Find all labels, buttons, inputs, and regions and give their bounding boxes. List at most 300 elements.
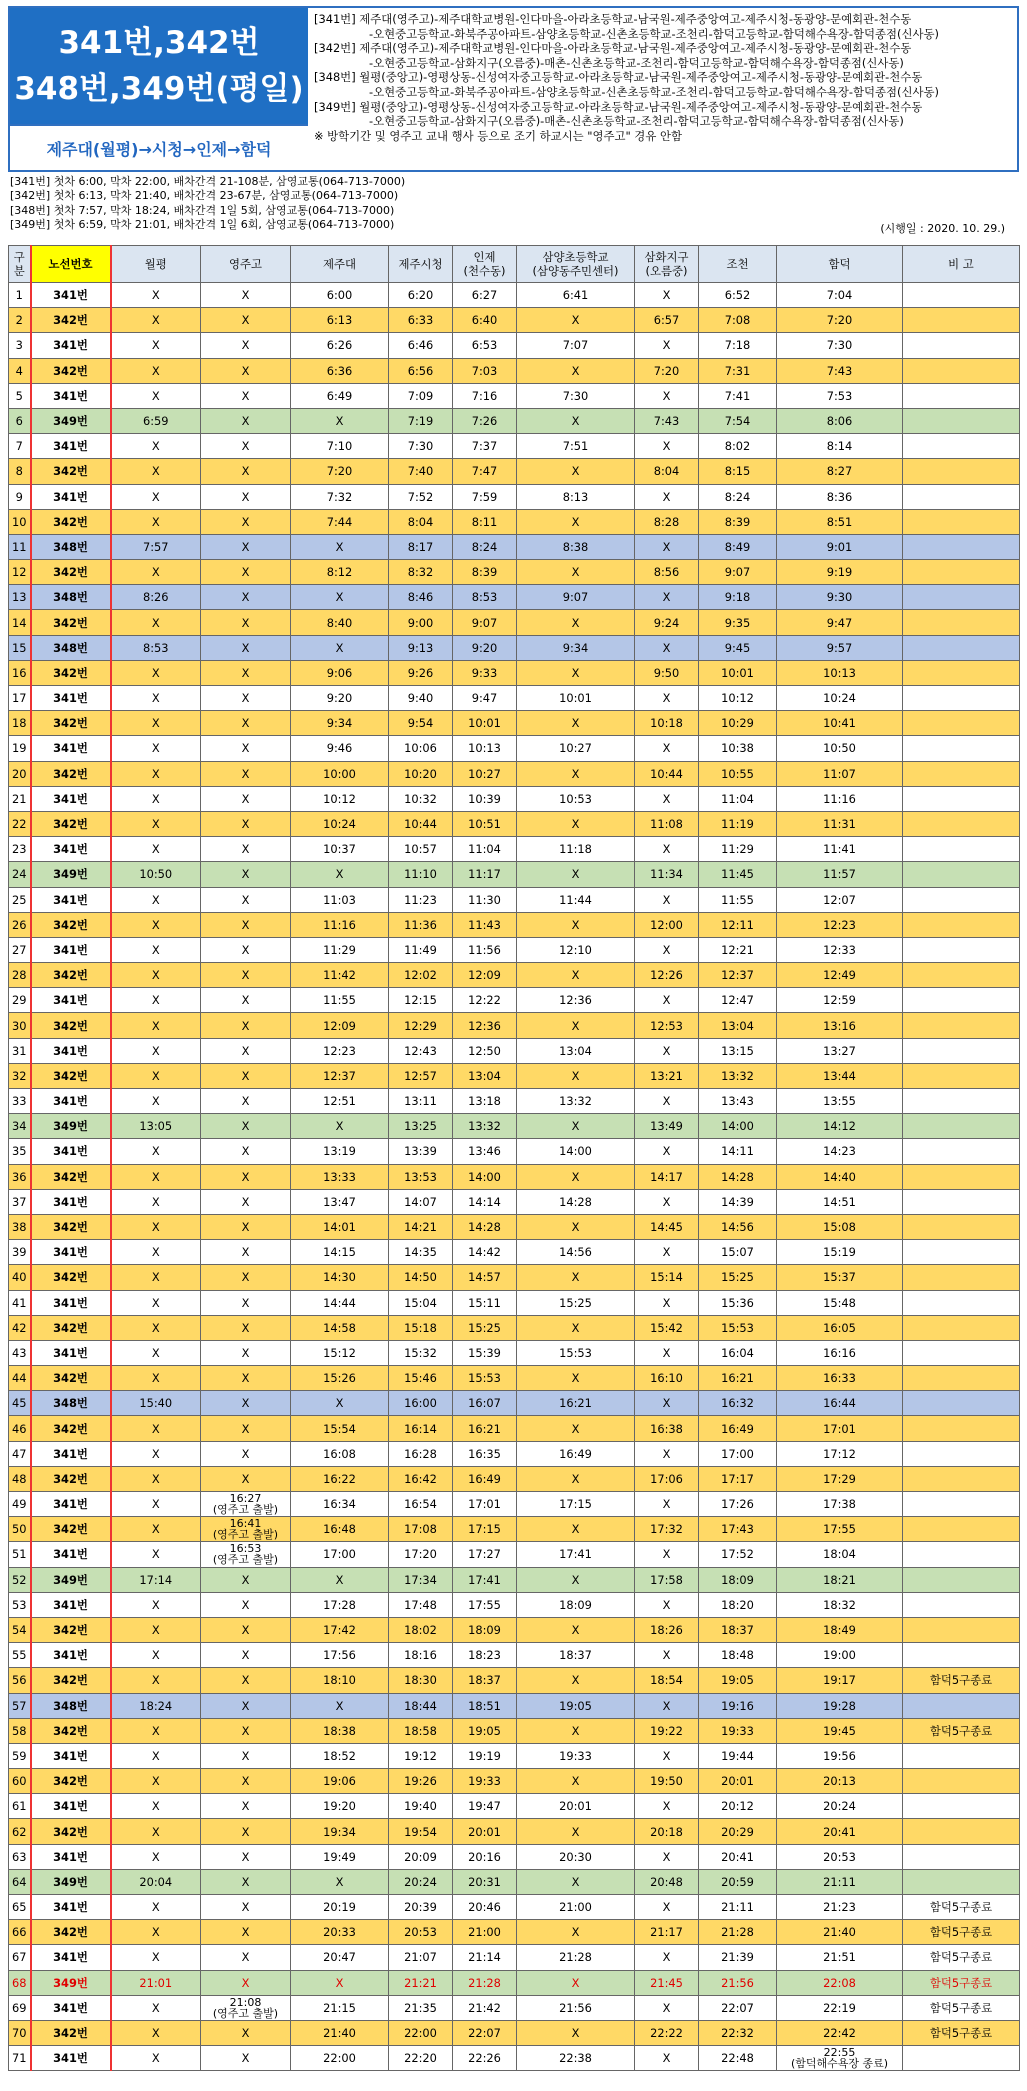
table-cell: X bbox=[111, 1189, 201, 1214]
table-cell: X bbox=[111, 383, 201, 408]
table-cell: 9:33 bbox=[453, 660, 517, 685]
table-cell: X bbox=[635, 1693, 699, 1718]
table-cell: 341번 bbox=[31, 988, 111, 1013]
table-cell: X bbox=[201, 283, 291, 308]
table-cell: 9:45 bbox=[699, 635, 777, 660]
table-cell bbox=[903, 585, 1020, 610]
table-cell: 17:34 bbox=[389, 1567, 453, 1592]
table-cell: 342번 bbox=[31, 358, 111, 383]
table-cell: X bbox=[201, 585, 291, 610]
table-cell: 21:42 bbox=[453, 1995, 517, 2020]
table-cell: 18:23 bbox=[453, 1643, 517, 1668]
table-cell: X bbox=[635, 1441, 699, 1466]
table-cell: X bbox=[111, 1592, 201, 1617]
table-cell: X bbox=[111, 1366, 201, 1391]
table-cell: 12:36 bbox=[517, 988, 635, 1013]
table-cell: 함덕5구종료 bbox=[903, 1995, 1020, 2020]
table-cell: 8:53 bbox=[453, 585, 517, 610]
table-row bbox=[9, 786, 1020, 811]
table-cell: X bbox=[201, 2020, 291, 2045]
table-cell: 17:27 bbox=[453, 1542, 517, 1567]
table-cell: X bbox=[111, 1214, 201, 1239]
table-cell: 17:00 bbox=[699, 1441, 777, 1466]
table-cell: X bbox=[517, 1466, 635, 1491]
table-cell: X bbox=[635, 1643, 699, 1668]
table-cell: 11:45 bbox=[699, 862, 777, 887]
table-cell: 11:07 bbox=[777, 761, 903, 786]
table-cell: 6:13 bbox=[291, 308, 389, 333]
table-cell: 14:28 bbox=[453, 1214, 517, 1239]
table-cell: 56 bbox=[9, 1668, 31, 1693]
table-cell: X bbox=[291, 862, 389, 887]
table-cell: 9:07 bbox=[517, 585, 635, 610]
table-cell: 20:19 bbox=[291, 1895, 389, 1920]
table-cell: 14:57 bbox=[453, 1265, 517, 1290]
table-cell bbox=[903, 837, 1020, 862]
table-cell: X bbox=[111, 1089, 201, 1114]
table-cell: 14:51 bbox=[777, 1189, 903, 1214]
table-cell: 11:10 bbox=[389, 862, 453, 887]
table-cell: 20:30 bbox=[517, 1844, 635, 1869]
table-cell: 7:08 bbox=[699, 308, 777, 333]
table-cell: 15:53 bbox=[453, 1366, 517, 1391]
table-cell: 20:47 bbox=[291, 1945, 389, 1970]
table-cell: 7:10 bbox=[291, 434, 389, 459]
table-cell: X bbox=[201, 1466, 291, 1491]
table-cell: X bbox=[635, 1189, 699, 1214]
table-cell: 22 bbox=[9, 811, 31, 836]
table-cell: X bbox=[201, 1945, 291, 1970]
table-cell: 19:19 bbox=[453, 1743, 517, 1768]
route-direction-subtitle: 제주대(월평)→시청→인제→함덕 bbox=[10, 124, 308, 170]
table-row bbox=[9, 963, 1020, 988]
table-cell: 17:15 bbox=[453, 1517, 517, 1542]
table-cell: 63 bbox=[9, 1844, 31, 1869]
table-cell: X bbox=[517, 811, 635, 836]
table-cell: 14 bbox=[9, 610, 31, 635]
table-cell: X bbox=[517, 1063, 635, 1088]
table-row bbox=[9, 1945, 1020, 1970]
table-cell: 29 bbox=[9, 988, 31, 1013]
route-description-line: [342번] 제주대(영주고)-제주대학교병원-인다마을-아라초등학교-남국원-제주중앙여고-제주시청-동광양-문예회관-천수동 bbox=[314, 41, 912, 56]
table-cell: X bbox=[517, 1567, 635, 1592]
table-cell: 7:44 bbox=[291, 509, 389, 534]
table-cell: 11:23 bbox=[389, 887, 453, 912]
table-cell: X bbox=[291, 585, 389, 610]
table-cell: 7:52 bbox=[389, 484, 453, 509]
route-descriptions bbox=[314, 12, 1014, 143]
table-cell: X bbox=[635, 635, 699, 660]
table-cell: X bbox=[111, 1617, 201, 1642]
table-cell: 14:00 bbox=[699, 1114, 777, 1139]
table-cell: 341번 bbox=[31, 1895, 111, 1920]
table-cell: 15:25 bbox=[699, 1265, 777, 1290]
table-cell: 6:27 bbox=[453, 283, 517, 308]
table-cell bbox=[903, 534, 1020, 559]
table-cell: 18:20 bbox=[699, 1592, 777, 1617]
table-cell: X bbox=[635, 1340, 699, 1365]
table-cell: 19:40 bbox=[389, 1794, 453, 1819]
table-cell: X bbox=[201, 1366, 291, 1391]
table-cell: 10 bbox=[9, 509, 31, 534]
table-cell: X bbox=[201, 1592, 291, 1617]
column-header: 삼화지구 (오름중) bbox=[635, 246, 699, 283]
table-cell bbox=[903, 1769, 1020, 1794]
table-cell: 26 bbox=[9, 912, 31, 937]
table-cell: 9:35 bbox=[699, 610, 777, 635]
table-cell: 342번 bbox=[31, 1214, 111, 1239]
table-cell: 19 bbox=[9, 736, 31, 761]
table-cell: 함덕5구종료 bbox=[903, 1668, 1020, 1693]
table-cell: 11:43 bbox=[453, 912, 517, 937]
table-cell: 22:07 bbox=[453, 2020, 517, 2045]
table-cell: 10:13 bbox=[777, 660, 903, 685]
table-cell: 342번 bbox=[31, 811, 111, 836]
table-cell: 341번 bbox=[31, 1139, 111, 1164]
service-info-line: [349번] 첫차 6:59, 막차 21:01, 배차간격 1일 6회, 삼영교통(064-713-7000) bbox=[10, 217, 395, 231]
table-cell: 18:04 bbox=[777, 1542, 903, 1567]
table-cell: 12:02 bbox=[389, 963, 453, 988]
column-header: 함덕 bbox=[777, 246, 903, 283]
table-row bbox=[9, 635, 1020, 660]
table-cell: 12:50 bbox=[453, 1038, 517, 1063]
table-cell: 8:14 bbox=[777, 434, 903, 459]
table-cell: X bbox=[201, 1315, 291, 1340]
table-cell: 8:17 bbox=[389, 534, 453, 559]
table-cell: X bbox=[111, 912, 201, 937]
table-row bbox=[9, 1668, 1020, 1693]
table-cell: 8:02 bbox=[699, 434, 777, 459]
table-row bbox=[9, 1693, 1020, 1718]
table-cell: 20:53 bbox=[389, 1920, 453, 1945]
table-cell: X bbox=[111, 308, 201, 333]
table-cell: 6 bbox=[9, 408, 31, 433]
table-cell: X bbox=[517, 459, 635, 484]
table-cell: 19:12 bbox=[389, 1743, 453, 1768]
table-cell: 16:35 bbox=[453, 1441, 517, 1466]
table-cell: X bbox=[201, 1189, 291, 1214]
table-cell: X bbox=[201, 560, 291, 585]
table-cell: X bbox=[201, 1844, 291, 1869]
column-header: 인제 (천수동) bbox=[453, 246, 517, 283]
table-cell: 21:11 bbox=[699, 1895, 777, 1920]
table-cell: 6:36 bbox=[291, 358, 389, 383]
table-cell: 7:30 bbox=[389, 434, 453, 459]
table-cell: 10:41 bbox=[777, 711, 903, 736]
table-row bbox=[9, 585, 1020, 610]
table-cell bbox=[903, 1466, 1020, 1491]
table-row bbox=[9, 937, 1020, 962]
table-cell: 13:27 bbox=[777, 1038, 903, 1063]
table-cell: 342번 bbox=[31, 1617, 111, 1642]
table-cell: 20:53 bbox=[777, 1844, 903, 1869]
table-cell: 7:20 bbox=[291, 459, 389, 484]
table-cell: X bbox=[201, 635, 291, 660]
table-cell bbox=[903, 1063, 1020, 1088]
table-cell: 19:47 bbox=[453, 1794, 517, 1819]
table-cell bbox=[903, 988, 1020, 1013]
table-cell: 16:04 bbox=[699, 1340, 777, 1365]
table-cell: 10:12 bbox=[699, 686, 777, 711]
table-cell: X bbox=[111, 459, 201, 484]
table-cell: 70 bbox=[9, 2020, 31, 2045]
table-cell: 342번 bbox=[31, 1416, 111, 1441]
table-cell: 17:43 bbox=[699, 1517, 777, 1542]
table-cell: X bbox=[517, 862, 635, 887]
table-cell: X bbox=[111, 786, 201, 811]
table-cell: 58 bbox=[9, 1718, 31, 1743]
table-cell: 38 bbox=[9, 1214, 31, 1239]
table-cell: 22:38 bbox=[517, 2046, 635, 2071]
table-cell: X bbox=[635, 1492, 699, 1517]
table-cell bbox=[903, 1617, 1020, 1642]
route-description-line: [341번] 제주대(영주고)-제주대학교병원-인다마을-아라초등학교-남국원-제주중앙여고-제주시청-동광양-문예회관-천수동 bbox=[314, 12, 912, 26]
table-cell bbox=[903, 736, 1020, 761]
table-cell: X bbox=[111, 761, 201, 786]
table-cell bbox=[903, 963, 1020, 988]
table-cell: X bbox=[635, 585, 699, 610]
table-cell: 34 bbox=[9, 1114, 31, 1139]
table-cell: 7:51 bbox=[517, 434, 635, 459]
table-cell: X bbox=[291, 534, 389, 559]
table-cell: X bbox=[201, 736, 291, 761]
table-cell: 12:23 bbox=[291, 1038, 389, 1063]
table-cell: 7:03 bbox=[453, 358, 517, 383]
table-cell: 11:29 bbox=[291, 937, 389, 962]
route-description-line: -오현중고등학교-삼화지구(오름중)-매촌-신촌초등학교-조천리-함덕고등학교-함덕해수욕장-함덕종점(신사동) bbox=[369, 114, 904, 129]
table-cell: X bbox=[111, 711, 201, 736]
table-cell: 13:04 bbox=[699, 1013, 777, 1038]
table-cell: 10:53 bbox=[517, 786, 635, 811]
table-cell bbox=[903, 383, 1020, 408]
table-cell: 9:24 bbox=[635, 610, 699, 635]
table-cell: X bbox=[201, 761, 291, 786]
table-cell bbox=[903, 1693, 1020, 1718]
table-cell bbox=[903, 1542, 1020, 1567]
table-cell: X bbox=[111, 1794, 201, 1819]
table-cell: 7:32 bbox=[291, 484, 389, 509]
route-description-line: -오현중고등학교-화북주공아파트-삼양초등학교-신촌초등학교-조천리-함덕고등학교-함덕해수욕장-함덕종점(신사동) bbox=[369, 26, 939, 41]
table-cell bbox=[903, 484, 1020, 509]
table-row bbox=[9, 1643, 1020, 1668]
table-cell: X bbox=[517, 509, 635, 534]
table-cell: 43 bbox=[9, 1340, 31, 1365]
table-cell: 341번 bbox=[31, 736, 111, 761]
table-cell: X bbox=[111, 1063, 201, 1088]
table-cell: 7:30 bbox=[517, 383, 635, 408]
table-cell: 8:56 bbox=[635, 560, 699, 585]
table-cell: 341번 bbox=[31, 1794, 111, 1819]
table-cell: 342번 bbox=[31, 711, 111, 736]
table-cell: 341번 bbox=[31, 1089, 111, 1114]
table-cell bbox=[903, 635, 1020, 660]
table-cell: X bbox=[635, 434, 699, 459]
table-cell: 20:24 bbox=[389, 1869, 453, 1894]
table-cell: 17:12 bbox=[777, 1441, 903, 1466]
table-cell: 13:16 bbox=[777, 1013, 903, 1038]
table-cell: 342번 bbox=[31, 610, 111, 635]
table-cell bbox=[903, 1340, 1020, 1365]
table-cell: 16:54 bbox=[389, 1492, 453, 1517]
table-cell: 341번 bbox=[31, 1542, 111, 1567]
table-cell: X bbox=[291, 1869, 389, 1894]
table-cell: 22:08 bbox=[777, 1970, 903, 1995]
table-cell: 12:10 bbox=[517, 937, 635, 962]
table-cell: 7:57 bbox=[111, 534, 201, 559]
table-cell: 19:20 bbox=[291, 1794, 389, 1819]
table-cell: 348번 bbox=[31, 534, 111, 559]
table-cell: 9:20 bbox=[453, 635, 517, 660]
table-cell: 10:39 bbox=[453, 786, 517, 811]
table-cell: 13:55 bbox=[777, 1089, 903, 1114]
table-cell: 22:19 bbox=[777, 1995, 903, 2020]
table-cell: X bbox=[111, 1945, 201, 1970]
table-cell: 9 bbox=[9, 484, 31, 509]
table-cell: 11:41 bbox=[777, 837, 903, 862]
table-cell: 13:47 bbox=[291, 1189, 389, 1214]
page-title-line1: 341번,342번 bbox=[58, 25, 260, 61]
table-cell: 16:53 (영주고 출발) bbox=[201, 1542, 291, 1567]
table-cell: 6:57 bbox=[635, 308, 699, 333]
table-cell: 342번 bbox=[31, 308, 111, 333]
table-cell: 14:17 bbox=[635, 1164, 699, 1189]
table-cell: 21:40 bbox=[291, 2020, 389, 2045]
table-row bbox=[9, 1743, 1020, 1768]
table-cell: 15:40 bbox=[111, 1391, 201, 1416]
table-cell: 21:23 bbox=[777, 1895, 903, 1920]
table-cell: 20:01 bbox=[517, 1794, 635, 1819]
table-cell: 16:21 bbox=[699, 1366, 777, 1391]
table-cell: 341번 bbox=[31, 786, 111, 811]
table-cell: 10:13 bbox=[453, 736, 517, 761]
table-cell: 10:38 bbox=[699, 736, 777, 761]
table-cell: 8:32 bbox=[389, 560, 453, 585]
table-cell: 16:32 bbox=[699, 1391, 777, 1416]
table-cell bbox=[903, 937, 1020, 962]
table-cell: 13:33 bbox=[291, 1164, 389, 1189]
table-cell: 13:04 bbox=[517, 1038, 635, 1063]
table-cell: X bbox=[201, 1290, 291, 1315]
column-header: 제주대 bbox=[291, 246, 389, 283]
table-cell: 20:01 bbox=[699, 1769, 777, 1794]
table-cell: X bbox=[635, 1391, 699, 1416]
table-cell: 14:14 bbox=[453, 1189, 517, 1214]
table-cell: 19:45 bbox=[777, 1718, 903, 1743]
table-cell: X bbox=[635, 1592, 699, 1617]
table-cell: X bbox=[517, 761, 635, 786]
table-cell: 17:48 bbox=[389, 1592, 453, 1617]
table-cell: X bbox=[111, 963, 201, 988]
table-cell: 7:20 bbox=[635, 358, 699, 383]
table-row bbox=[9, 1794, 1020, 1819]
table-cell: X bbox=[635, 1542, 699, 1567]
table-cell: 341번 bbox=[31, 1240, 111, 1265]
table-cell: 8:13 bbox=[517, 484, 635, 509]
table-cell bbox=[903, 1567, 1020, 1592]
table-cell: 21:28 bbox=[453, 1970, 517, 1995]
table-cell: 342번 bbox=[31, 1819, 111, 1844]
table-cell: 14:15 bbox=[291, 1240, 389, 1265]
table-cell bbox=[903, 1214, 1020, 1239]
table-cell: X bbox=[201, 1164, 291, 1189]
table-cell: X bbox=[201, 1970, 291, 1995]
table-cell: 341번 bbox=[31, 484, 111, 509]
table-cell: 13:43 bbox=[699, 1089, 777, 1114]
table-cell: 15:54 bbox=[291, 1416, 389, 1441]
table-cell: X bbox=[517, 1517, 635, 1542]
table-cell bbox=[903, 1265, 1020, 1290]
table-cell: 21 bbox=[9, 786, 31, 811]
table-cell: 20:09 bbox=[389, 1844, 453, 1869]
table-cell: X bbox=[111, 1139, 201, 1164]
table-cell: 6:59 bbox=[111, 408, 201, 433]
table-cell: 9:54 bbox=[389, 711, 453, 736]
table-cell: 348번 bbox=[31, 1693, 111, 1718]
table-cell: 9:18 bbox=[699, 585, 777, 610]
table-cell: 18:54 bbox=[635, 1668, 699, 1693]
table-cell: 9:07 bbox=[699, 560, 777, 585]
table-row bbox=[9, 1063, 1020, 1088]
table-cell: 11:55 bbox=[699, 887, 777, 912]
table-cell: 8:27 bbox=[777, 459, 903, 484]
table-cell: 36 bbox=[9, 1164, 31, 1189]
table-cell: 341번 bbox=[31, 1945, 111, 1970]
table-cell: 341번 bbox=[31, 1995, 111, 2020]
table-cell: 20:48 bbox=[635, 1869, 699, 1894]
service-info-line: [342번] 첫차 6:13, 막차 21:40, 배차간격 23-67분, 삼영교통(064-713-7000) bbox=[10, 189, 399, 203]
table-cell: 342번 bbox=[31, 1164, 111, 1189]
table-cell: 28 bbox=[9, 963, 31, 988]
table-cell: 13:46 bbox=[453, 1139, 517, 1164]
table-cell: 17:01 bbox=[453, 1492, 517, 1517]
table-row bbox=[9, 509, 1020, 534]
table-cell: 342번 bbox=[31, 660, 111, 685]
table-cell: 18:37 bbox=[453, 1668, 517, 1693]
table-cell: 18:38 bbox=[291, 1718, 389, 1743]
table-cell: 17:06 bbox=[635, 1466, 699, 1491]
table-cell bbox=[903, 1089, 1020, 1114]
table-cell: 함덕5구종료 bbox=[903, 1970, 1020, 1995]
table-cell: X bbox=[111, 1769, 201, 1794]
page-title-line2: 348번,349번(평일) bbox=[14, 71, 304, 107]
column-header: 구분 bbox=[9, 246, 31, 283]
table-cell: 15:32 bbox=[389, 1340, 453, 1365]
table-cell: X bbox=[111, 1643, 201, 1668]
table-cell: 16:00 bbox=[389, 1391, 453, 1416]
table-cell: 21:17 bbox=[635, 1920, 699, 1945]
table-cell: 22:32 bbox=[699, 2020, 777, 2045]
table-cell: X bbox=[201, 434, 291, 459]
table-cell: 57 bbox=[9, 1693, 31, 1718]
table-cell: X bbox=[201, 610, 291, 635]
table-cell: 8:38 bbox=[517, 534, 635, 559]
table-cell bbox=[903, 308, 1020, 333]
table-cell: 41 bbox=[9, 1290, 31, 1315]
route-description-line: [348번] 월평(중앙고)-영평상동-신성여자중고등학교-아라초등학교-남국원-제주중앙여고-제주시청-동광양-문예회관-천수동 bbox=[314, 70, 923, 85]
table-cell bbox=[903, 1844, 1020, 1869]
table-cell: 14:40 bbox=[777, 1164, 903, 1189]
table-cell bbox=[903, 1441, 1020, 1466]
table-cell: 11:19 bbox=[699, 811, 777, 836]
table-cell: 21:11 bbox=[777, 1869, 903, 1894]
table-cell bbox=[903, 1517, 1020, 1542]
table-cell: X bbox=[111, 358, 201, 383]
table-row bbox=[9, 333, 1020, 358]
table-cell: X bbox=[201, 1391, 291, 1416]
table-cell: 12:21 bbox=[699, 937, 777, 962]
table-cell: 22:00 bbox=[389, 2020, 453, 2045]
table-cell: 18:16 bbox=[389, 1643, 453, 1668]
